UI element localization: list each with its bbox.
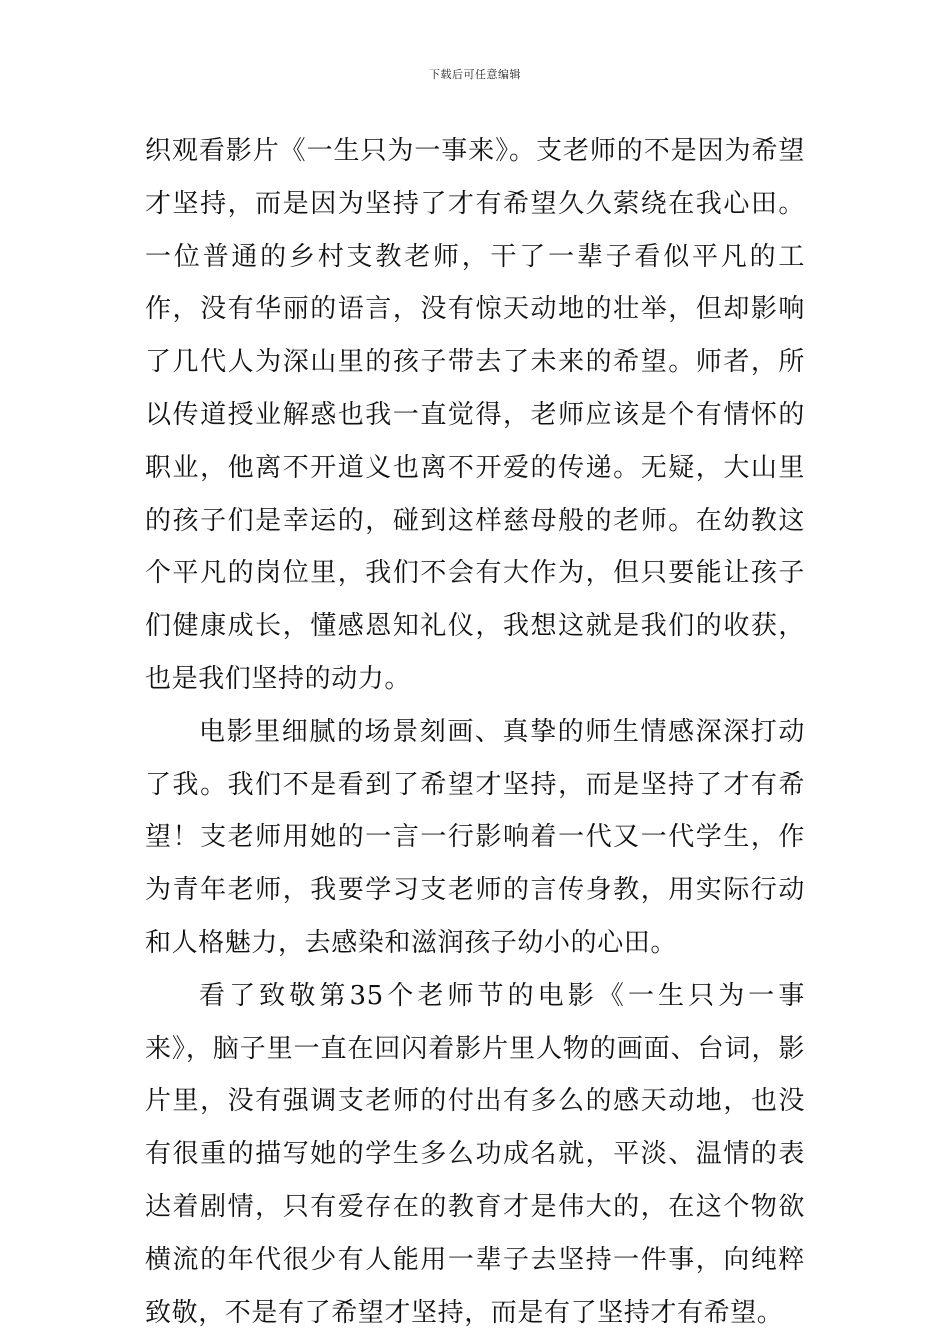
paragraph-1: 织观看影片《一生只为一事来》。支老师的不是因为希望才坚持，而是因为坚持了才有希望久久萦绕在我心田。一位普通的乡村支教老师，干了一辈子看似平凡的工作，没有华丽的语言，没有惊天动地的壮举，但却影响了几代人为深山里的孩子带去了未来的希望。师者，所以传道授业解惑也我一直觉得，老师应该是个有情怀的职业，他离不开道义也离不开爱的传递。无疑，大山里的孩子们是幸运的，碰到这样慈母般的老师。在幼教这个平凡的岗位里，我们不会有大作为，但只要能让孩子们健康成长，懂感恩知礼仪，我想这就是我们的收获，也是我们坚持的动力。 — [145, 136, 805, 694]
paragraph-2: 电影里细腻的场景刻画、真挚的师生情感深深打动了我。我们不是看到了希望才坚持，而是坚持了才有希望！支老师用她的一言一行影响着一代又一代学生，作为青年老师，我要学习支老师的言传身教，用实际行动和人格魅力，去感染和滋润孩子幼小的心田。 — [145, 716, 805, 958]
document-body — [145, 125, 805, 1339]
header-note: 下载后可任意编辑 — [429, 68, 521, 81]
paragraph-3: 看了致敬第35个老师节的电影《一生只为一事来》，脑子里一直在回闪着影片里人物的画面、台词，影片里，没有强调支老师的付出有多么的感天动地，也没有很重的描写她的学生多么功成名就，平淡、温情的表达着剧情，只有爱存在的教育才是伟大的，在这个物欲横流的年代很少有人能用一辈子去坚持一件事，向纯粹致敬，不是有了希望才坚持，而是有了坚持才有希望。 — [145, 980, 805, 1328]
